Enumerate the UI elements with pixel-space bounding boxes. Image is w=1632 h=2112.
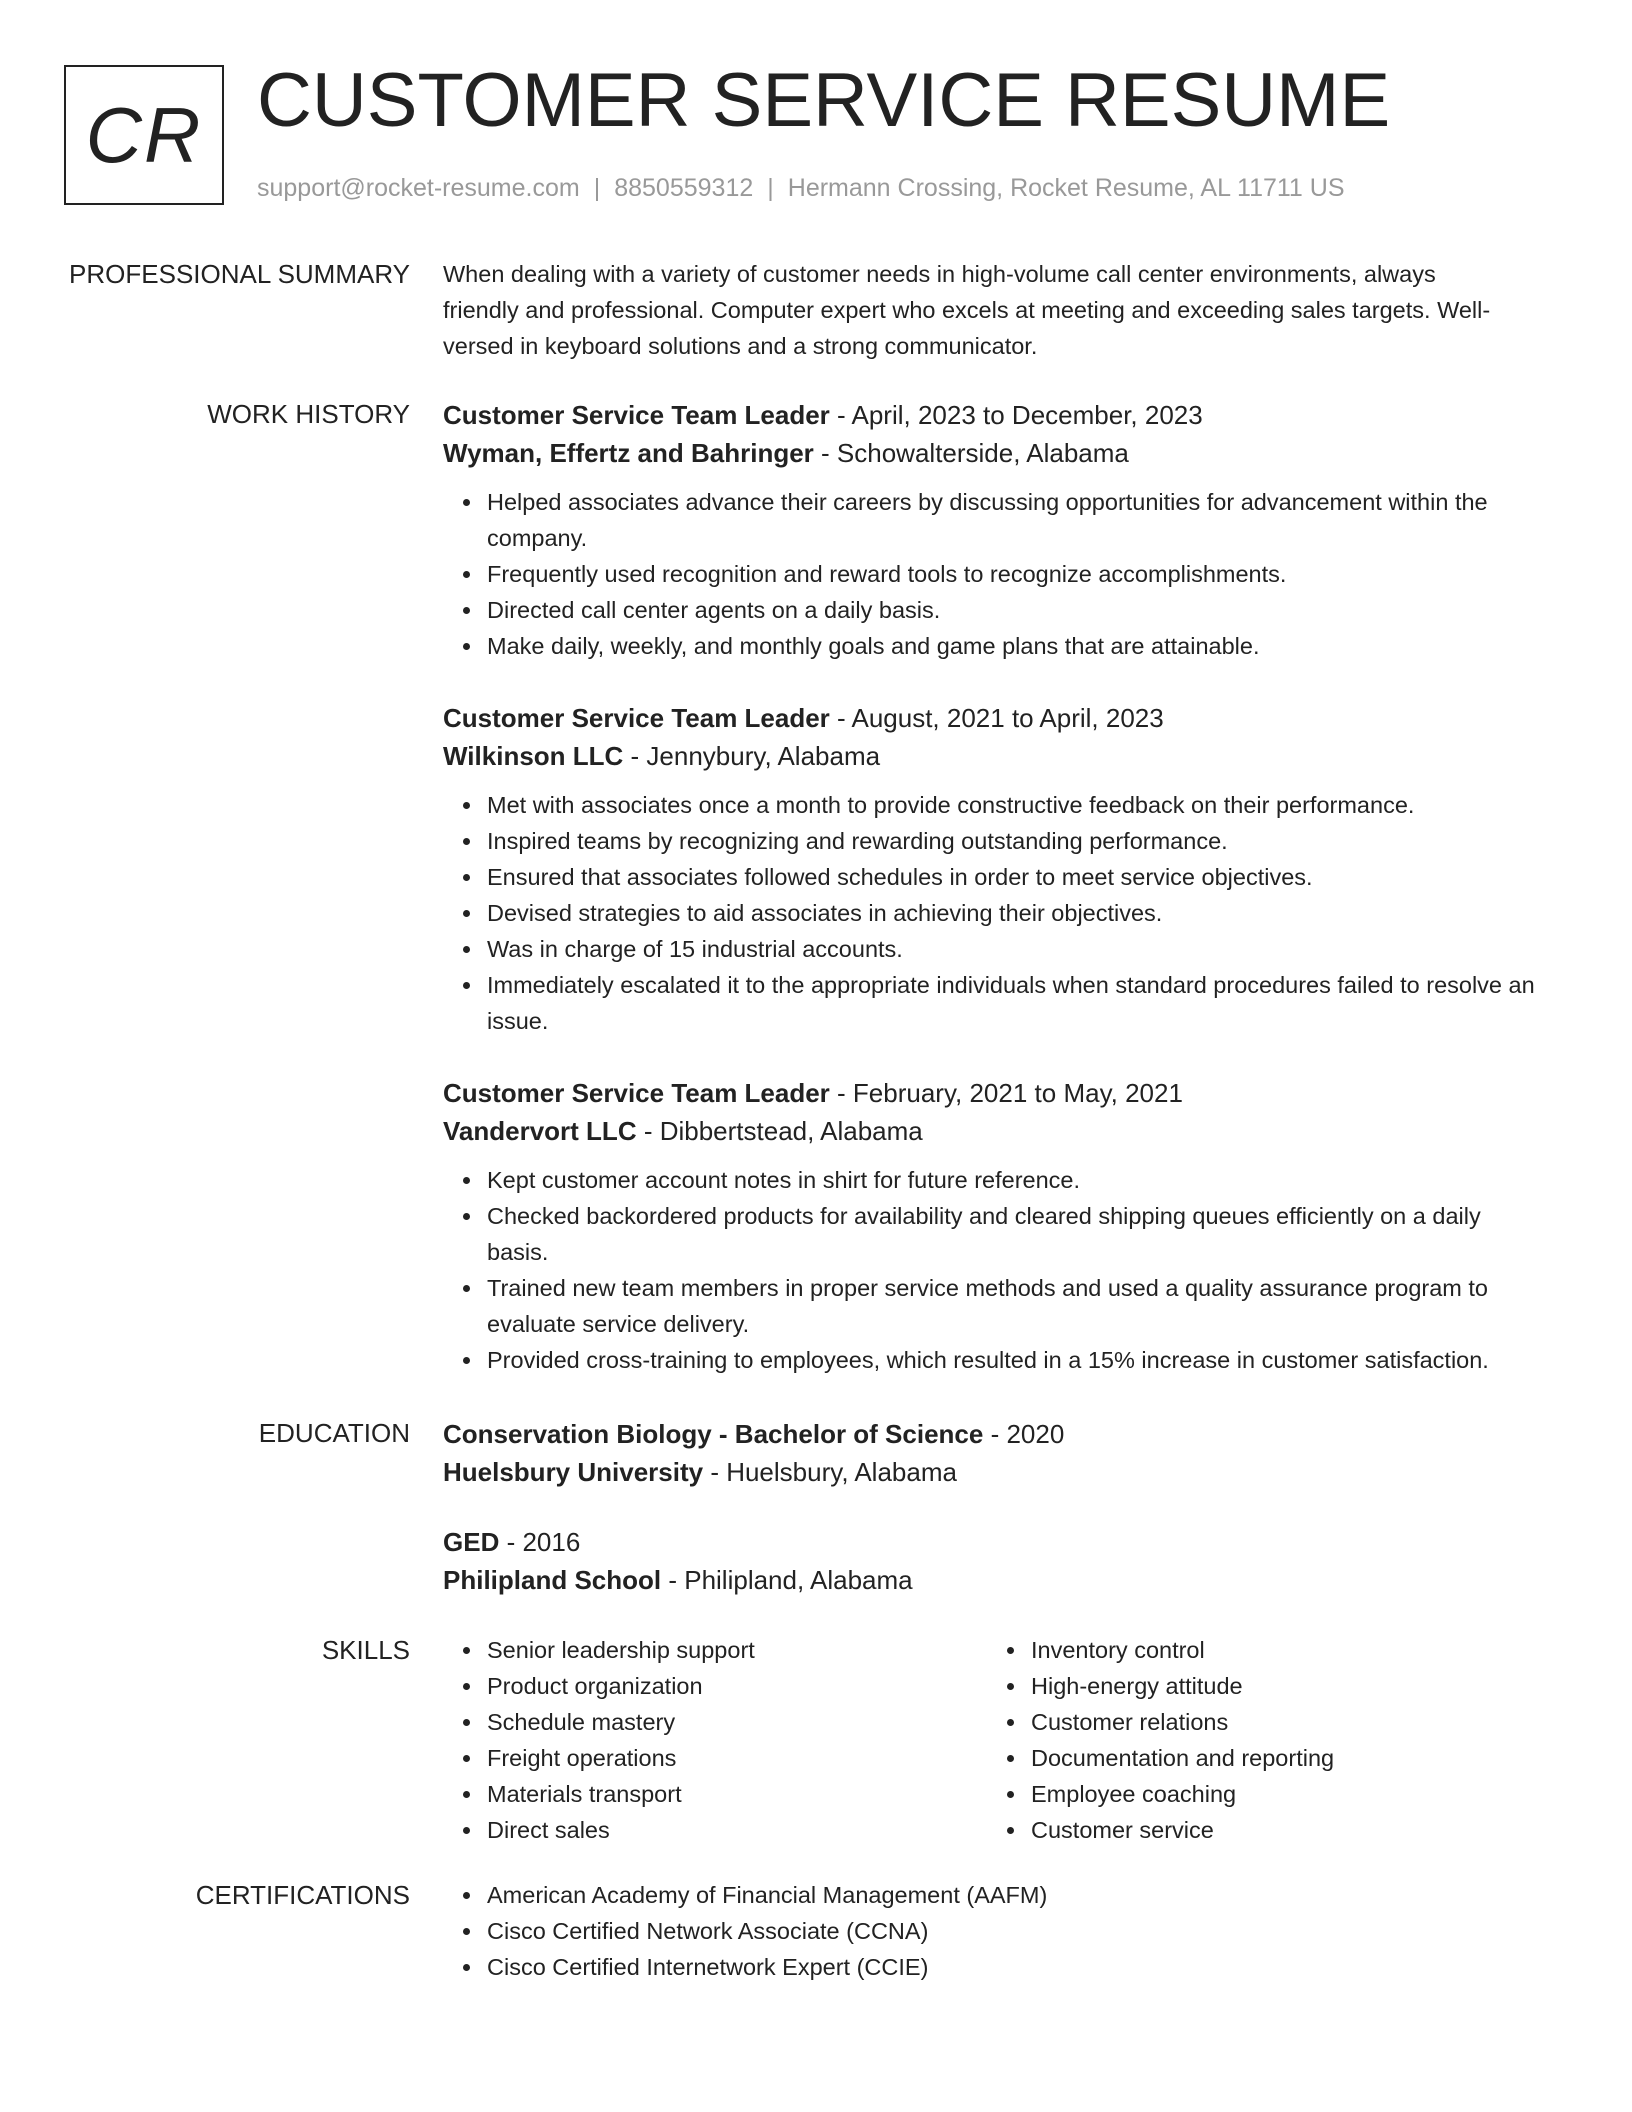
summary-body bbox=[443, 256, 1543, 364]
skill-item: Employee coaching bbox=[1031, 1776, 1531, 1812]
job-company-line bbox=[443, 1112, 1543, 1150]
education-degree-line bbox=[443, 1523, 1543, 1561]
education-location: - Huelsbury, Alabama bbox=[703, 1457, 957, 1487]
summary-line: friendly and professional. Computer expert who excels at meeting and exceeding sales targets. Well- bbox=[443, 297, 1491, 323]
education-entry bbox=[443, 1523, 1543, 1599]
education-year: - 2016 bbox=[499, 1527, 581, 1557]
education-degree: GED bbox=[443, 1527, 500, 1557]
job-dates: - April, 2023 to December, 2023 bbox=[829, 400, 1203, 430]
skill-item: Product organization bbox=[487, 1668, 987, 1704]
certifications-list bbox=[443, 1877, 1543, 1985]
monogram-logo bbox=[64, 65, 224, 205]
job-company: Vandervort LLC bbox=[443, 1116, 637, 1146]
job-bullet: Immediately escalated it to the appropriate individuals when standard procedures failed to resolve an issue. bbox=[487, 967, 1543, 1039]
education-degree: Conservation Biology - Bachelor of Science bbox=[443, 1419, 984, 1449]
skill-item: High-energy attitude bbox=[1031, 1668, 1531, 1704]
job-title: Customer Service Team Leader bbox=[443, 703, 830, 733]
certifications-body bbox=[443, 1877, 1543, 1985]
job-bullet: Was in charge of 15 industrial accounts. bbox=[487, 931, 1543, 967]
education-location: - Philipland, Alabama bbox=[661, 1565, 913, 1595]
skills-list bbox=[987, 1632, 1531, 1848]
education-year: - 2020 bbox=[983, 1419, 1065, 1449]
job-title: Customer Service Team Leader bbox=[443, 1078, 830, 1108]
job-location: - Schowalterside, Alabama bbox=[813, 438, 1129, 468]
skill-item: Senior leadership support bbox=[487, 1632, 987, 1668]
education-school: Huelsbury University bbox=[443, 1457, 704, 1487]
skills-column-right bbox=[987, 1632, 1531, 1848]
section-label-certifications: CERTIFICATIONS bbox=[195, 1880, 410, 1910]
skill-item: Direct sales bbox=[487, 1812, 987, 1848]
job-bullets bbox=[443, 787, 1543, 1039]
certification-item: Cisco Certified Network Associate (CCNA) bbox=[487, 1913, 1543, 1949]
monogram-text: CR bbox=[85, 90, 203, 179]
skills-body bbox=[443, 1632, 1543, 1848]
job-bullet: Trained new team members in proper service methods and used a quality assurance program to evaluate service delivery. bbox=[487, 1270, 1543, 1342]
section-label-summary: PROFESSIONAL SUMMARY bbox=[69, 259, 410, 289]
education-body bbox=[443, 1415, 1543, 1599]
education-degree-line bbox=[443, 1415, 1543, 1453]
job-bullet: Met with associates once a month to provide constructive feedback on their performance. bbox=[487, 787, 1543, 823]
contact-phone: 8850559312 bbox=[614, 174, 754, 202]
job-title-line bbox=[443, 396, 1543, 434]
summary-text bbox=[443, 256, 1543, 364]
job-bullet: Make daily, weekly, and monthly goals and game plans that are attainable. bbox=[487, 628, 1543, 664]
job-entry bbox=[443, 1074, 1543, 1378]
job-bullet: Provided cross-training to employees, which resulted in a 15% increase in customer satisfaction. bbox=[487, 1342, 1543, 1378]
job-bullet: Kept customer account notes in shirt for future reference. bbox=[487, 1162, 1543, 1198]
job-bullet: Devised strategies to aid associates in achieving their objectives. bbox=[487, 895, 1543, 931]
skill-item: Freight operations bbox=[487, 1740, 987, 1776]
job-bullet: Checked backordered products for availability and cleared shipping queues efficiently on a daily basis. bbox=[487, 1198, 1543, 1270]
skill-item: Customer relations bbox=[1031, 1704, 1531, 1740]
education-school: Philipland School bbox=[443, 1565, 662, 1595]
education-school-line bbox=[443, 1561, 1543, 1599]
job-title-line bbox=[443, 1074, 1543, 1112]
job-bullet: Frequently used recognition and reward tools to recognize accomplishments. bbox=[487, 556, 1543, 592]
job-bullet: Inspired teams by recognizing and rewarding outstanding performance. bbox=[487, 823, 1543, 859]
job-bullets bbox=[443, 1162, 1543, 1378]
job-dates: - February, 2021 to May, 2021 bbox=[829, 1078, 1183, 1108]
work-history-body bbox=[443, 396, 1543, 1378]
job-dates: - August, 2021 to April, 2023 bbox=[829, 703, 1164, 733]
skill-item: Documentation and reporting bbox=[1031, 1740, 1531, 1776]
job-title-line bbox=[443, 699, 1543, 737]
contact-address: Hermann Crossing, Rocket Resume, AL 11711 US bbox=[787, 174, 1345, 202]
skill-item: Materials transport bbox=[487, 1776, 987, 1812]
job-entry bbox=[443, 396, 1543, 699]
job-company: Wyman, Effertz and Bahringer bbox=[443, 438, 814, 468]
certification-item: American Academy of Financial Management (AAFM) bbox=[487, 1877, 1543, 1913]
resume-title: CUSTOMER SERVICE RESUME bbox=[257, 58, 1391, 143]
job-entry bbox=[443, 699, 1543, 1074]
education-entry bbox=[443, 1415, 1543, 1523]
job-title: Customer Service Team Leader bbox=[443, 400, 830, 430]
section-label-education: EDUCATION bbox=[258, 1418, 410, 1448]
contact-email: support@rocket-resume.com bbox=[257, 174, 580, 202]
skill-item: Schedule mastery bbox=[487, 1704, 987, 1740]
job-bullet: Directed call center agents on a daily basis. bbox=[487, 592, 1543, 628]
job-bullet: Ensured that associates followed schedules in order to meet service objectives. bbox=[487, 859, 1543, 895]
education-school-line bbox=[443, 1453, 1543, 1491]
section-label-work-history: WORK HISTORY bbox=[207, 399, 410, 429]
contact-separator: | bbox=[767, 174, 774, 202]
job-company-line bbox=[443, 434, 1543, 472]
job-company-line bbox=[443, 737, 1543, 775]
contact-separator: | bbox=[593, 174, 601, 202]
section-label-skills: SKILLS bbox=[321, 1635, 410, 1665]
job-company: Wilkinson LLC bbox=[443, 741, 624, 771]
skills-list bbox=[443, 1632, 987, 1848]
job-location: - Dibbertstead, Alabama bbox=[636, 1116, 923, 1146]
contact-line bbox=[257, 173, 1345, 203]
job-location: - Jennybury, Alabama bbox=[623, 741, 881, 771]
summary-line: versed in keyboard solutions and a strong communicator. bbox=[443, 333, 1038, 359]
certification-item: Cisco Certified Internetwork Expert (CCIE) bbox=[487, 1949, 1543, 1985]
job-bullets bbox=[443, 484, 1543, 664]
skills-grid bbox=[443, 1632, 1543, 1848]
summary-line: When dealing with a variety of customer needs in high-volume call center environments, always bbox=[443, 261, 1436, 287]
skills-column-left bbox=[443, 1632, 987, 1848]
skill-item: Inventory control bbox=[1031, 1632, 1531, 1668]
job-bullet: Helped associates advance their careers by discussing opportunities for advancement within the company. bbox=[487, 484, 1543, 556]
skill-item: Customer service bbox=[1031, 1812, 1531, 1848]
